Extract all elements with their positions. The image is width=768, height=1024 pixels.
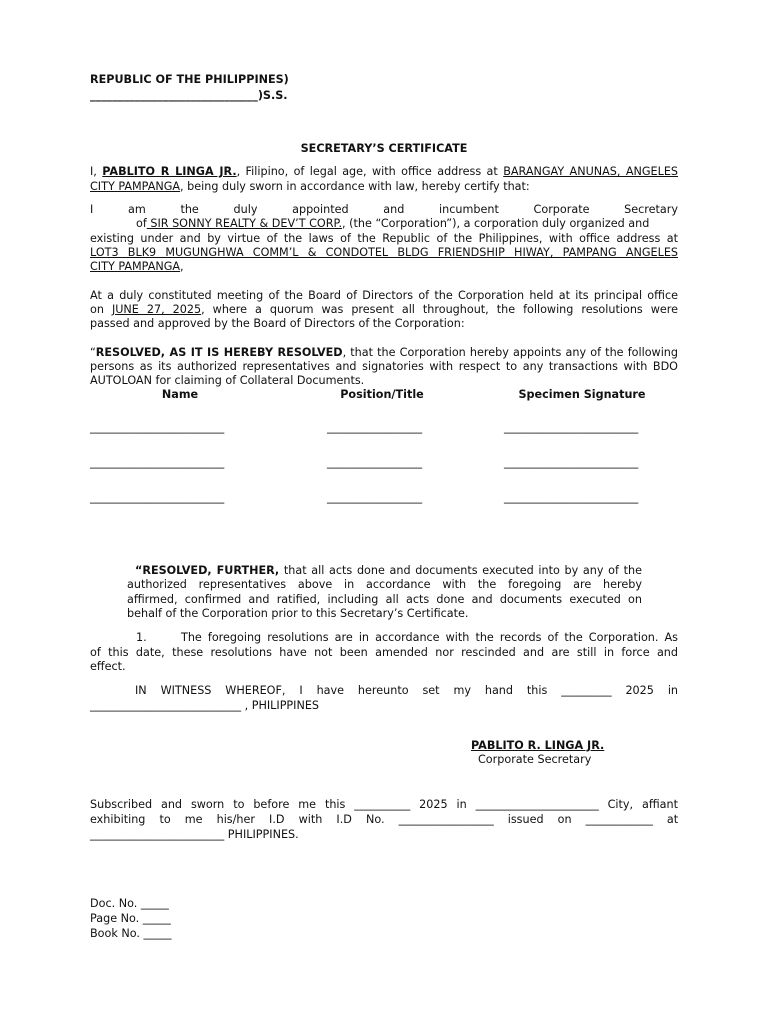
p2-line2 <box>136 217 678 232</box>
doc-no: Doc. No. _____ <box>90 897 169 910</box>
p1-prefix: I, <box>90 165 103 178</box>
p4-line2: persons as its authorized representatives and signatories with respect to any transactions with BDO <box>90 360 678 373</box>
signature-blank-3: ________________________ <box>504 491 639 504</box>
position-blank-1: _________________ <box>327 421 423 434</box>
p2-word: duly <box>233 203 258 216</box>
header-signature: Specimen Signature <box>518 388 646 401</box>
signatory-title: Corporate Secretary <box>478 753 592 766</box>
p4-line1 <box>90 346 678 361</box>
p3-line1: At a duly constituted meeting of the Board of Directors of the Corporation held at its principal office <box>90 289 678 302</box>
position-blank-2: _________________ <box>327 456 423 469</box>
resolution-heading: RESOLVED, AS IT IS HEREBY RESOLVED <box>95 346 343 359</box>
jurat-word: at <box>666 813 679 826</box>
secretary-address-part1: BARANGAY ANUNAS, ANGELES <box>503 165 678 178</box>
jurat-word: and <box>160 798 183 811</box>
p6-line2: of this date, these resolutions have not been amended nor rescinded and are still in force and <box>90 646 678 659</box>
jurat-word: 2025 <box>419 798 448 811</box>
jurat-word: me <box>298 798 317 811</box>
p7-word: IN <box>135 684 147 697</box>
p3-line2-rest: , where a quorum was present all throughout, the following resolutions were <box>201 303 678 316</box>
jurat-word: with <box>298 813 323 826</box>
p7-word: set <box>422 684 440 697</box>
jurat-word: his/her <box>216 813 255 826</box>
p2-addr-comma: , <box>180 260 184 273</box>
ss-line: ______________________________)S.S. <box>90 89 288 102</box>
p2-after-corp: , (the “Corporation”), a corporation duly organized and <box>342 217 650 230</box>
p3-line2 <box>90 303 678 318</box>
header-name: Name <box>161 388 199 401</box>
jurat-word: this <box>324 798 346 811</box>
republic-heading: REPUBLIC OF THE PHILIPPINES) <box>90 73 289 86</box>
p2-word: I <box>90 203 94 216</box>
header-position: Position/Title <box>340 388 424 401</box>
signature-blank-2: ________________________ <box>504 456 639 469</box>
jurat-word: before <box>253 798 290 811</box>
jurat-word: affiant <box>641 798 678 811</box>
p2-line4 <box>90 246 678 261</box>
jurat-word: on <box>557 813 572 826</box>
p7-word: 2025 <box>625 684 654 697</box>
secretary-address-part2: CITY PAMPANGA <box>90 180 181 193</box>
p7-line2: ___________________________ , PHILIPPINES <box>90 699 320 712</box>
item-number: 1. <box>136 631 147 644</box>
jurat-word: me <box>184 813 203 826</box>
corporation-address-part2: CITY PAMPANGA <box>90 260 181 273</box>
p5-line3: affirmed, confirmed and ratified, including all acts done and documents executed on <box>127 593 642 606</box>
jurat-word: City, <box>607 798 634 811</box>
p7-word: hand <box>484 684 513 697</box>
name-blank-3: ________________________ <box>90 491 225 504</box>
p7-word: in <box>667 684 679 697</box>
p1-end: , being duly sworn in accordance with law, hereby certify that: <box>180 180 530 193</box>
document-title: SECRETARY’S CERTIFICATE <box>300 142 468 155</box>
jurat-word: to <box>233 798 245 811</box>
p2-of: of <box>136 217 147 230</box>
p7-word: hereunto <box>357 684 409 697</box>
p2-word: appointed <box>292 203 349 216</box>
p7-word: have <box>316 684 345 697</box>
p7-line1 <box>135 684 678 699</box>
jurat-id-blank: _________________ <box>398 813 494 826</box>
jurat-line1 <box>90 798 678 813</box>
jurat-word: Subscribed <box>90 798 153 811</box>
signatory-name: PABLITO R. LINGA JR. <box>471 739 605 752</box>
p7-date-blank: _________ <box>561 684 612 697</box>
p6-line1: The foregoing resolutions are in accordance with the records of the Corporation. As <box>181 631 678 644</box>
p3-line3: passed and approved by the Board of Directors of the Corporation: <box>90 317 465 330</box>
p4-rest1: , that the Corporation hereby appoints any of the following <box>342 346 678 359</box>
p5-line2: authorized representatives above in accordance with the foregoing are hereby <box>127 578 642 591</box>
corporation-address-part1: LOT3 BLK9 MUGUNGHWA COMM’L & CONDOTEL BLDG FRIENDSHIP HIWAY, PAMPANG ANGELES <box>90 246 678 259</box>
jurat-word: issued <box>507 813 544 826</box>
book-no: Book No. _____ <box>90 927 172 940</box>
p3-on: on <box>90 303 112 316</box>
p7-word: WHEREOF, <box>225 684 286 697</box>
p7-word: my <box>453 684 471 697</box>
p2-line1 <box>90 203 678 218</box>
meeting-date: JUNE 27, 2025 <box>111 303 202 316</box>
jurat-word: No. <box>365 813 385 826</box>
jurat-issued-blank: ____________ <box>585 813 653 826</box>
p2-line5 <box>90 260 678 275</box>
jurat-line2 <box>90 813 678 828</box>
p2-line3: existing under and by virtue of the laws of the Republic of the Philippines, with office address at <box>90 232 678 245</box>
p7-word: I <box>299 684 303 697</box>
p5-rest1: that all acts done and documents executed into by any of the <box>279 564 643 577</box>
jurat-word: in <box>456 798 467 811</box>
p4-line3: AUTOLOAN for claiming of Collateral Documents. <box>90 374 365 387</box>
p6-line3: effect. <box>90 660 126 673</box>
name-blank-2: ________________________ <box>90 456 225 469</box>
page-no: Page No. _____ <box>90 912 171 925</box>
further-resolution-heading: “RESOLVED, FURTHER, <box>135 564 280 577</box>
jurat-line3: ________________________ PHILIPPINES. <box>90 828 299 841</box>
corporation-name: SIR SONNY REALTY & DEV’T CORP. <box>146 217 343 230</box>
jurat-word: sworn <box>190 798 225 811</box>
p7-word: WITNESS <box>160 684 212 697</box>
p2-word: the <box>180 203 199 216</box>
p2-word: incumbent <box>439 203 499 216</box>
p2-word: Corporate <box>533 203 590 216</box>
jurat-word: exhibiting <box>90 813 146 826</box>
signature-blank-1: ________________________ <box>504 421 639 434</box>
position-blank-3: _________________ <box>327 491 423 504</box>
p2-word: and <box>383 203 405 216</box>
p5-line4: behalf of the Corporation prior to this Secretary’s Certificate. <box>127 607 469 620</box>
jurat-word: I.D <box>336 813 352 826</box>
p2-word: Secretary <box>624 203 679 216</box>
jurat-date-blank: __________ <box>354 798 411 811</box>
p5-line1 <box>135 564 642 579</box>
p4-open-quote: “ <box>90 346 96 359</box>
p1-mid: , Filipino, of legal age, with office address at <box>236 165 504 178</box>
p2-word: am <box>128 203 146 216</box>
p7-word: this <box>526 684 548 697</box>
jurat-city-blank: ______________________ <box>475 798 599 811</box>
p1-line1 <box>90 165 678 180</box>
secretary-name: PABLITO R LINGA JR. <box>102 165 237 178</box>
jurat-word: I.D <box>269 813 285 826</box>
jurat-word: to <box>159 813 171 826</box>
p1-line2 <box>90 180 678 195</box>
name-blank-1: ________________________ <box>90 421 225 434</box>
